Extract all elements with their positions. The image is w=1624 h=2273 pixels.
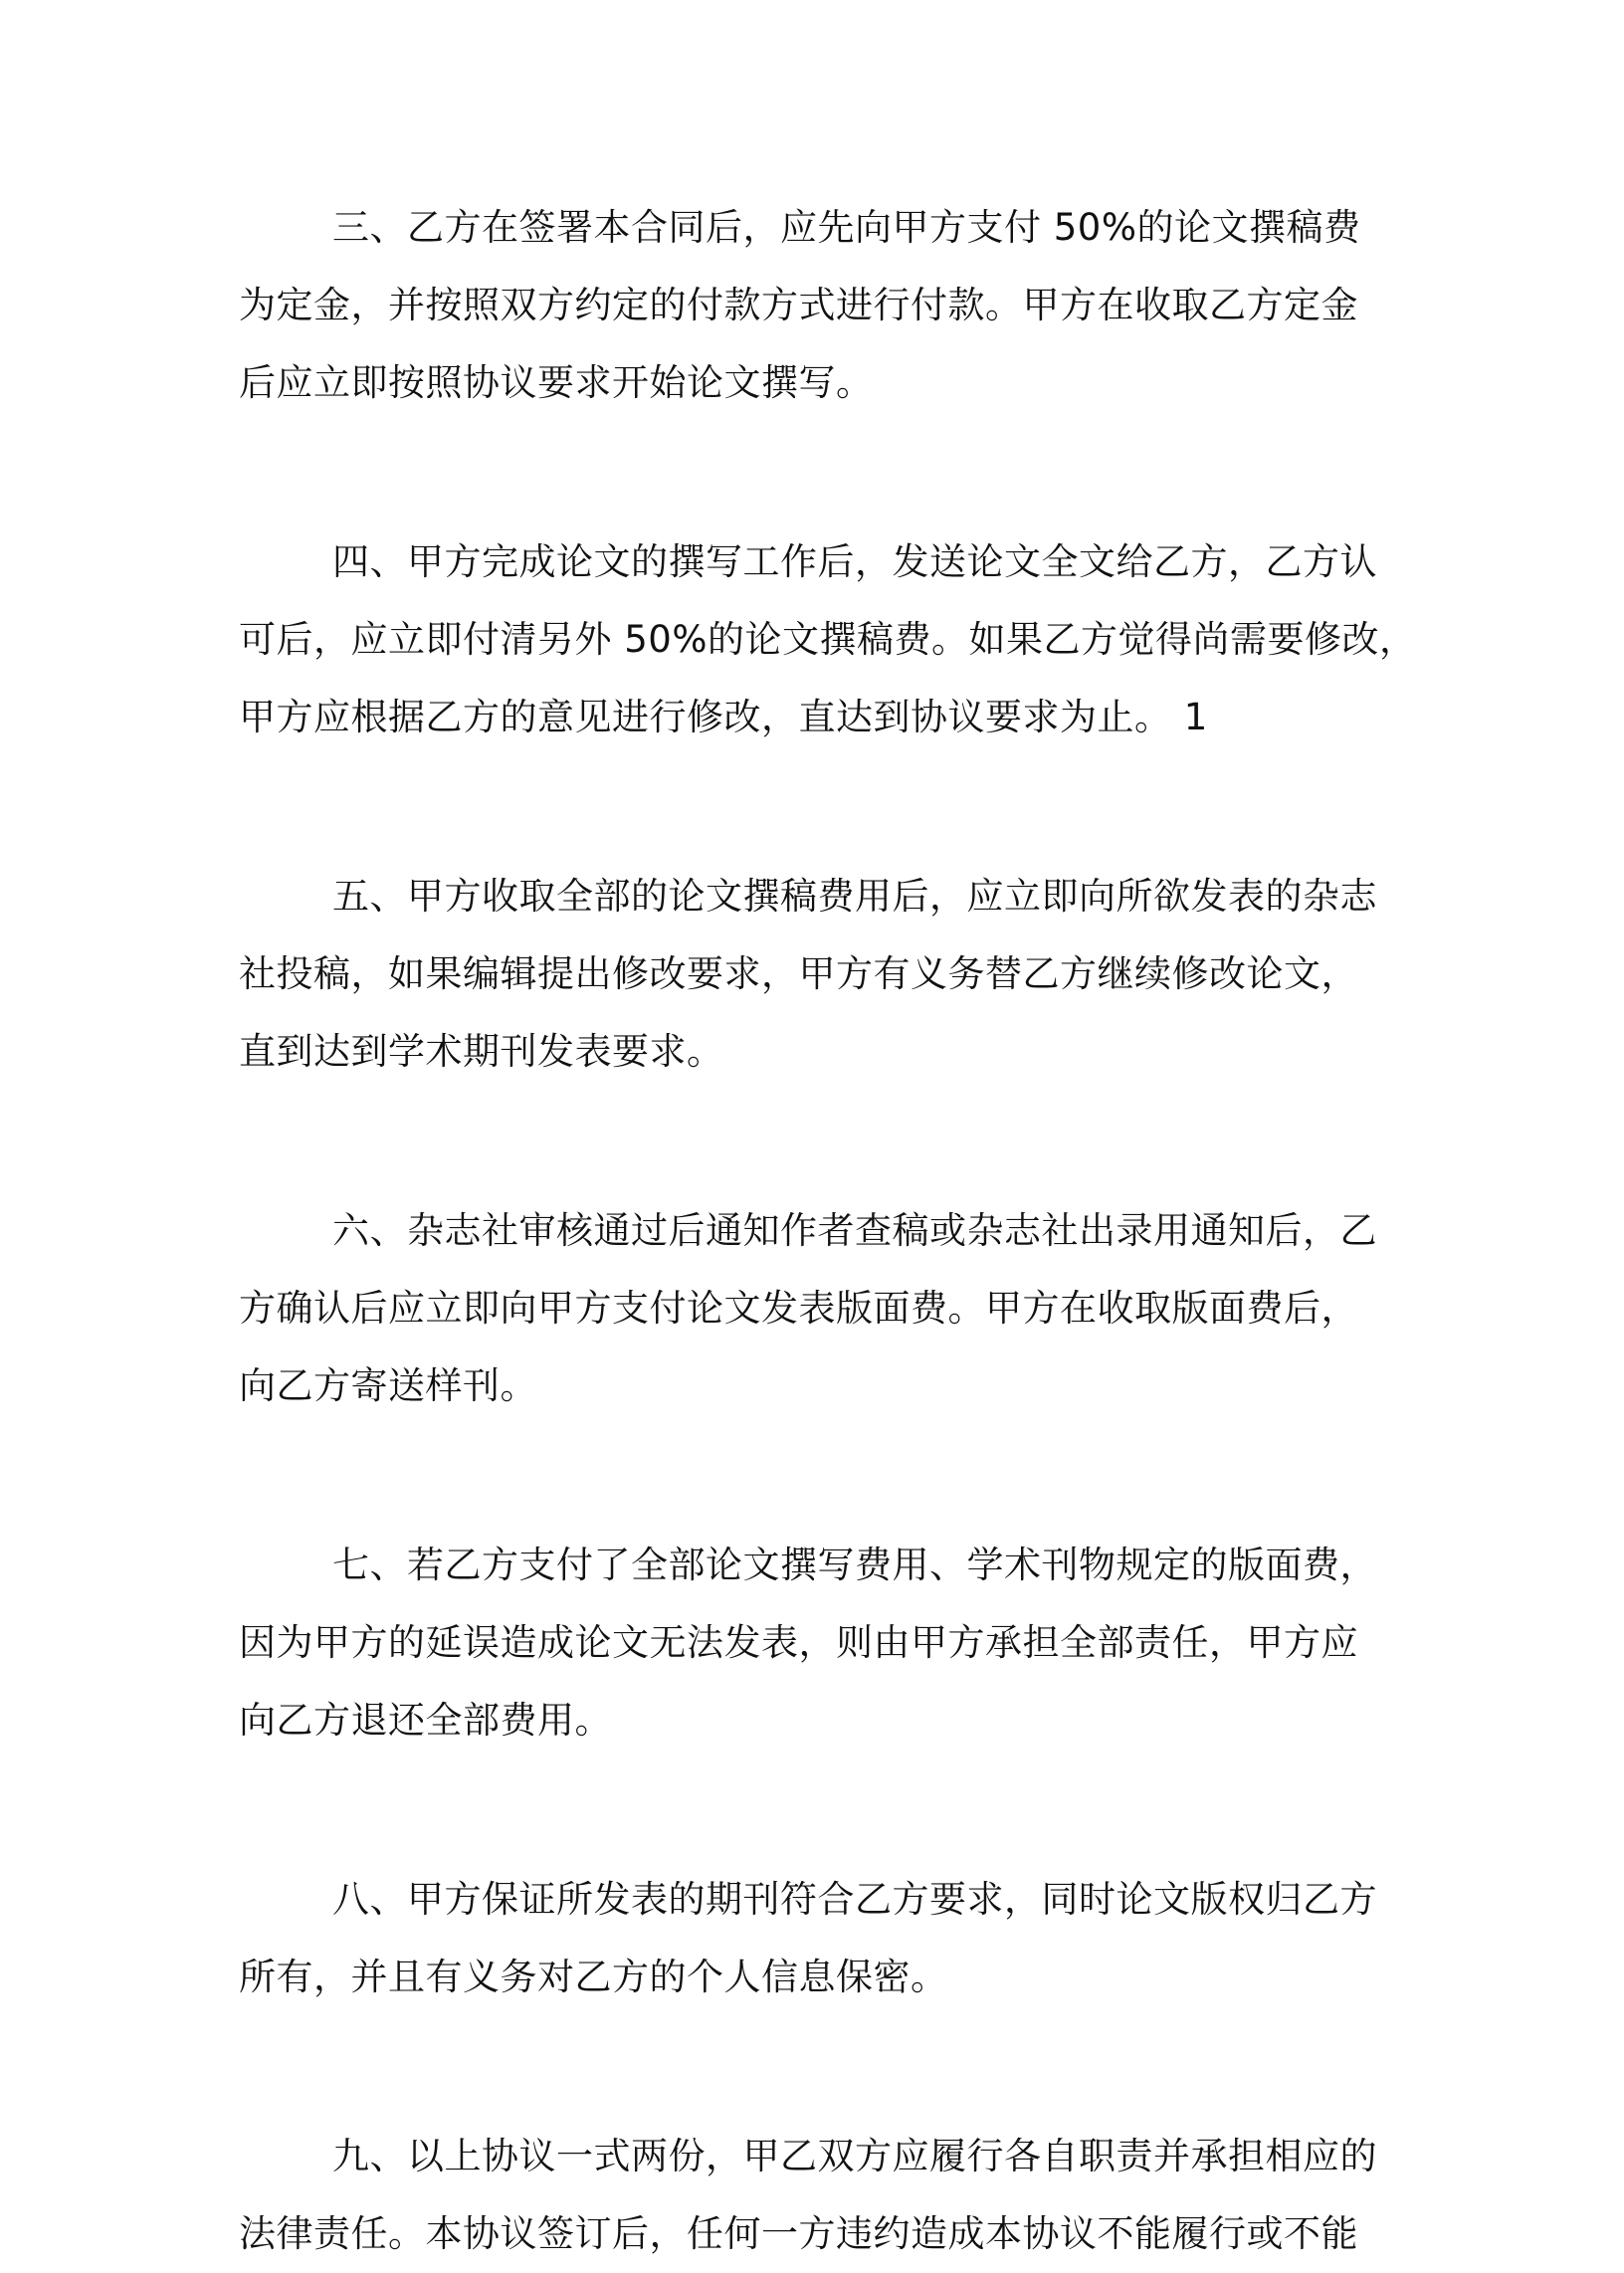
- clause-4-line-3: 甲方应根据乙方的意见进行修改，直达到协议要求为止。 1: [239, 696, 1208, 738]
- clause-3-line-3: 后应立即按照协议要求开始论文撰写。: [239, 361, 874, 404]
- clause-3: [239, 189, 1393, 422]
- clause-6-line-3: 向乙方寄送样刊。: [239, 1364, 537, 1407]
- clause-9: [239, 2118, 1393, 2273]
- paragraph-spacer: [239, 1425, 1393, 1527]
- clause-6-line-1: 六、杂志社审核通过后通知作者查稿或杂志社出录用通知后，乙: [332, 1209, 1377, 1252]
- clause-8-line-2: 所有，并且有义务对乙方的个人信息保密。: [239, 1956, 948, 1998]
- clause-5-line-3: 直到达到学术期刊发表要求。: [239, 1030, 724, 1073]
- clause-4-line-1: 四、甲方完成论文的撰写工作后，发送论文全文给乙方，乙方认: [332, 540, 1377, 583]
- clause-6-line-2: 方确认后应立即向甲方支付论文发表版面费。甲方在收取版面费后，: [239, 1287, 1358, 1330]
- contract-body: [239, 189, 1417, 2273]
- clause-8: [239, 1861, 1393, 2016]
- clause-3-line-2: 为定金，并按照双方约定的付款方式进行付款。甲方在收取乙方定金: [239, 284, 1358, 326]
- paragraph-spacer: [239, 422, 1393, 523]
- clause-3-line-1: 三、乙方在签署本合同后，应先向甲方支付 50%的论文撰稿费: [332, 206, 1361, 249]
- clause-7-line-2: 因为甲方的延误造成论文无法发表，则由甲方承担全部责任，甲方应: [239, 1621, 1358, 1664]
- paragraph-spacer: [239, 756, 1393, 858]
- clause-7: [239, 1527, 1393, 1759]
- clause-6: [239, 1192, 1393, 1425]
- clause-8-line-1: 八、甲方保证所发表的期刊符合乙方要求，同时论文版权归乙方: [332, 1878, 1377, 1921]
- clause-4: [239, 523, 1417, 756]
- clause-7-line-3: 向乙方退还全部费用。: [239, 1699, 612, 1742]
- paragraph-spacer: [239, 1091, 1393, 1192]
- paragraph-spacer: [239, 1759, 1393, 1861]
- clause-9-line-1: 九、以上协议一式两份，甲乙双方应履行各自职责并承担相应的: [332, 2135, 1377, 2177]
- clause-5-line-1: 五、甲方收取全部的论文撰稿费用后，应立即向所欲发表的杂志: [332, 875, 1377, 918]
- clause-4-line-2: 可后，应立即付清另外 50%的论文撰稿费。如果乙方觉得尚需要修改，: [239, 618, 1417, 661]
- clause-7-line-1: 七、若乙方支付了全部论文撰写费用、学术刊物规定的版面费，: [332, 1544, 1377, 1586]
- clause-5: [239, 858, 1393, 1091]
- clause-5-line-2: 社投稿，如果编辑提出修改要求，甲方有义务替乙方继续修改论文，: [239, 952, 1358, 995]
- clause-9-line-2: 法律责任。本协议签订后，任何一方违约造成本协议不能履行或不能: [239, 2212, 1358, 2255]
- paragraph-spacer: [239, 2016, 1393, 2118]
